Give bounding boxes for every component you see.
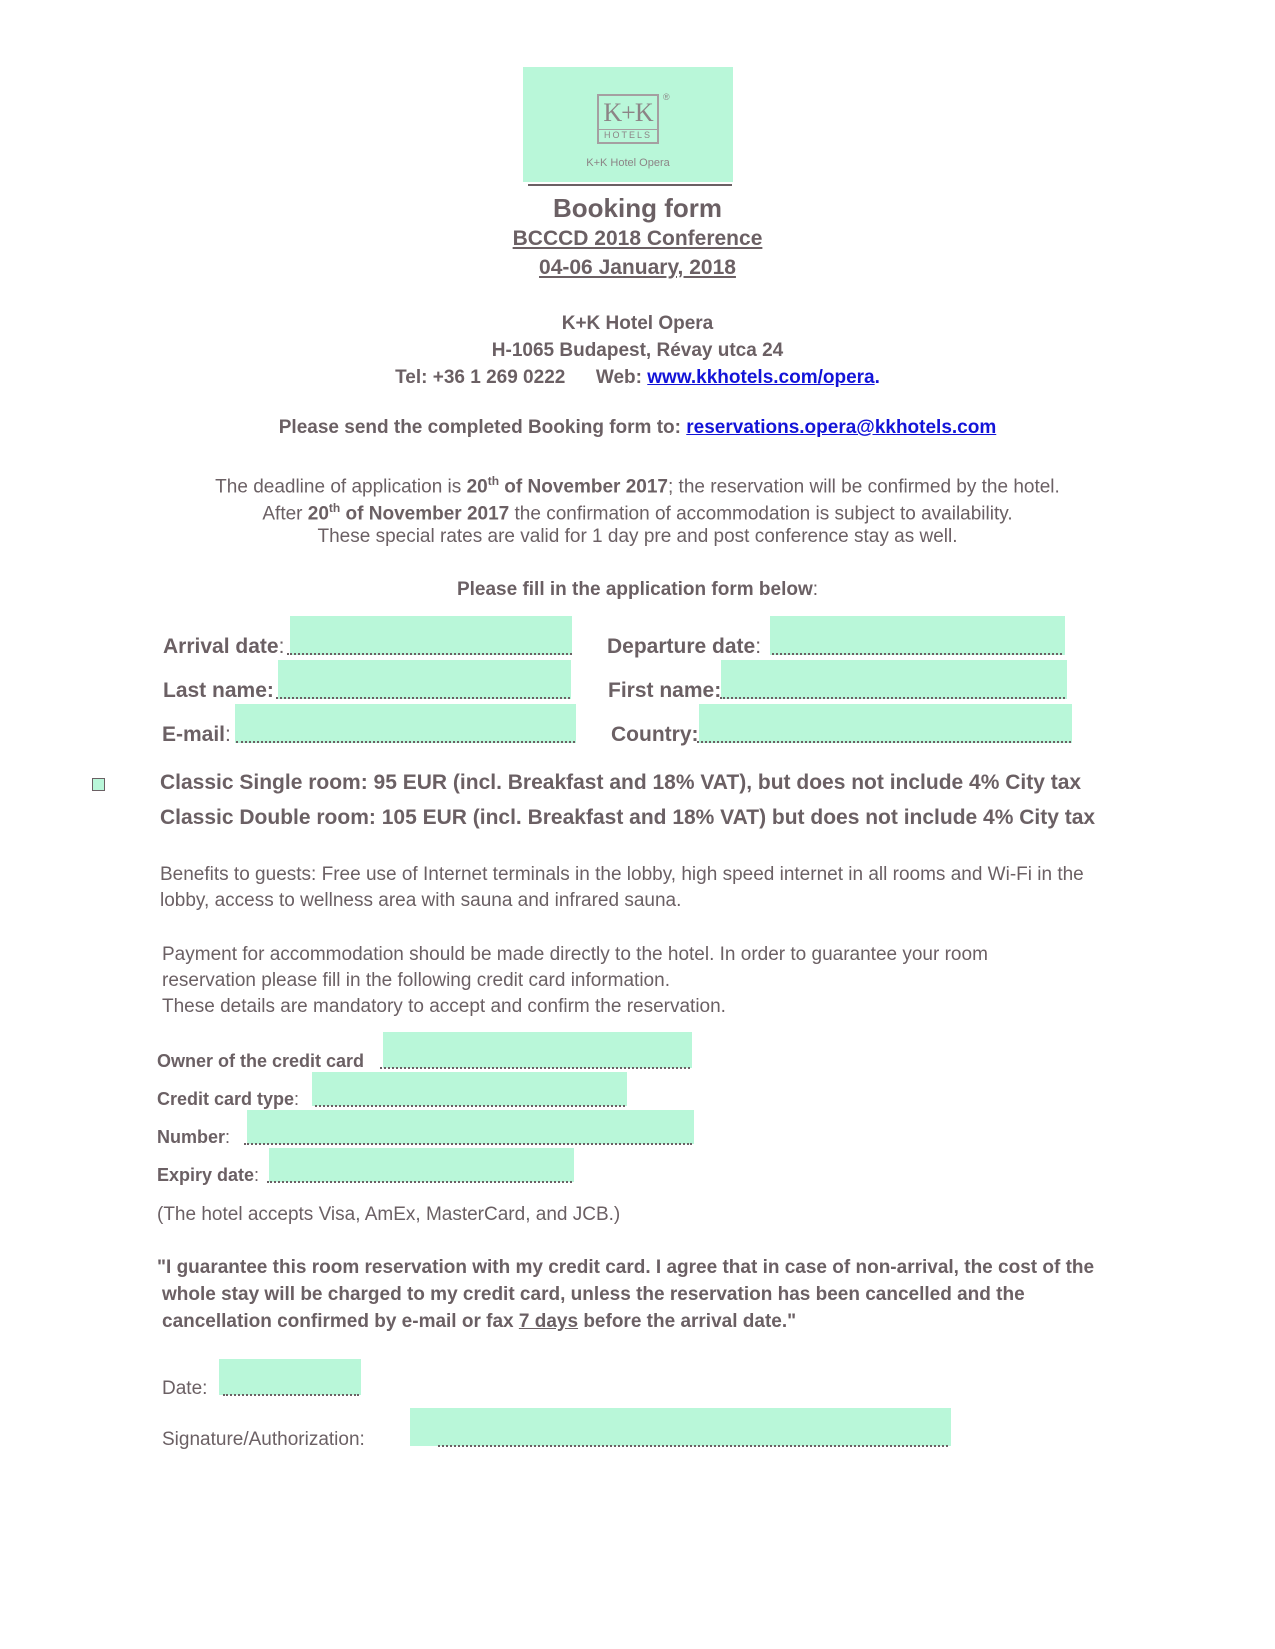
logo-underline [528, 184, 732, 186]
card-type-label [157, 1089, 299, 1110]
departure-date-dots [772, 653, 1062, 655]
room-single-option: Classic Single room: 95 EUR (incl. Breakfast and 18% VAT), but does not include 4% City tax [160, 771, 1082, 794]
hotel-web-trail: . [874, 367, 880, 388]
date-dots [223, 1394, 359, 1396]
deadline-line-2 [0, 499, 1275, 525]
hotel-contact [0, 367, 1275, 389]
card-number-label [157, 1127, 230, 1148]
payment-line-2: reservation please fill in the following credit card information. [162, 970, 670, 991]
email-field[interactable] [235, 704, 576, 743]
arrival-date-colon: : [278, 635, 285, 658]
logo-mark [597, 94, 659, 144]
send-label: Please send the completed Booking form to: [278, 417, 681, 438]
payment-line-3: These details are mandatory to accept and confirm the reservation. [162, 996, 726, 1017]
hotel-web-label: Web: [595, 367, 642, 388]
signature-label: Signature/Authorization: [162, 1429, 365, 1450]
after-day: 20 [307, 503, 329, 525]
deadline-month: of November 2017 [499, 476, 668, 498]
arrival-date-field[interactable] [290, 616, 572, 655]
card-number-text: Number [157, 1127, 226, 1147]
conference-dates-text: 04-06 January, 2018 [539, 256, 736, 279]
logo-registered: ® [663, 92, 670, 102]
guarantee-l3-tail: before the arrival date." [578, 1311, 797, 1332]
last-name-label: Last name: [163, 679, 274, 702]
conference-name-text: BCCCD 2018 Conference [512, 227, 763, 250]
card-owner-label: Owner of the credit card [157, 1051, 365, 1071]
deadline-text: The deadline of application is [215, 476, 467, 498]
hotel-web-link[interactable]: www.kkhotels.com/opera [647, 367, 875, 388]
deadline-sup: th [487, 474, 500, 488]
card-expiry-dots [267, 1181, 572, 1183]
deadline-tail: ; the reservation will be confirmed by the hotel. [668, 476, 1060, 498]
email-label [162, 723, 231, 747]
room-checkbox[interactable] [92, 778, 105, 791]
signature-field[interactable] [410, 1408, 951, 1446]
logo-caption: K+K Hotel Opera [586, 157, 670, 169]
card-owner-dots [380, 1067, 690, 1069]
fill-in-heading [0, 579, 1275, 601]
country-label: Country: [611, 723, 699, 746]
guarantee-line-3 [162, 1311, 796, 1333]
departure-date-text: Departure date [607, 635, 756, 658]
card-expiry-text: Expiry date [157, 1165, 255, 1185]
hotel-address: H-1065 Budapest, Révay utca 24 [491, 340, 784, 361]
first-name-label: First name: [608, 679, 722, 702]
arrival-date-dots [287, 653, 572, 655]
after-sup: th [328, 501, 341, 515]
card-number-colon: : [225, 1127, 231, 1147]
last-name-dots [276, 697, 570, 699]
guarantee-line-1: "I guarantee this room reservation with my credit card. I agree that in case of non-arrival, the cost of the [157, 1257, 1095, 1278]
card-type-text: Credit card type [157, 1089, 295, 1109]
room-double-option: Classic Double room: 105 EUR (incl. Breakfast and 18% VAT) but does not include 4% City tax [160, 806, 1096, 829]
date-label: Date: [162, 1378, 208, 1399]
card-type-field[interactable] [312, 1072, 627, 1106]
fill-in-label: Please fill in the application form below [456, 579, 813, 600]
benefits-line-2: lobby, access to wellness area with sauna and infrared sauna. [160, 890, 682, 911]
card-owner-field[interactable] [383, 1032, 692, 1068]
deadline-day: 20 [466, 476, 488, 498]
card-type-dots [315, 1105, 625, 1107]
email-colon: : [225, 723, 231, 746]
country-dots [697, 741, 1071, 743]
guarantee-days: 7 days [518, 1311, 579, 1332]
logo-sub: HOTELS [599, 129, 657, 140]
deadline-line-1 [0, 472, 1275, 498]
fill-in-colon: : [812, 579, 819, 600]
last-name-field[interactable] [278, 660, 571, 699]
card-number-field[interactable] [247, 1110, 694, 1144]
hotel-tel: Tel: +36 1 269 0222 [395, 367, 566, 388]
signature-dots [438, 1445, 948, 1447]
card-expiry-label [157, 1165, 259, 1186]
hotel-name: K+K Hotel Opera [561, 313, 714, 334]
after-tail: the confirmation of accommodation is subject to availability. [509, 503, 1013, 525]
hotel-logo [523, 67, 733, 182]
after-text: After [262, 503, 308, 525]
page-title: Booking form [553, 193, 722, 223]
departure-date-field[interactable] [770, 616, 1065, 655]
email-dots [236, 741, 575, 743]
card-accepts-note: (The hotel accepts Visa, AmEx, MasterCard, and JCB.) [157, 1204, 621, 1225]
deadline-line-3: These special rates are valid for 1 day pre and post conference stay as well. [317, 526, 958, 547]
guarantee-line-2: whole stay will be charged to my credit card, unless the reservation has been cancelled and the [162, 1284, 1025, 1305]
after-month: of November 2017 [340, 503, 510, 525]
departure-date-colon: : [755, 635, 762, 658]
card-expiry-colon: : [254, 1165, 260, 1185]
card-number-dots [244, 1143, 692, 1145]
country-field[interactable] [699, 704, 1072, 743]
arrival-date-text: Arrival date [163, 635, 279, 658]
send-instruction [0, 417, 1275, 439]
first-name-dots [720, 697, 1065, 699]
card-expiry-field[interactable] [269, 1148, 574, 1182]
departure-date-label [607, 635, 761, 659]
email-text: E-mail [162, 723, 226, 746]
logo-brand: K+K [603, 98, 653, 127]
guarantee-l3-text: cancellation confirmed by e-mail or fax [162, 1311, 519, 1332]
conference-dates [0, 256, 1275, 280]
benefits-line-1: Benefits to guests: Free use of Internet terminals in the lobby, high speed internet in all rooms and Wi-Fi in the [160, 864, 1084, 885]
reservation-email-link[interactable]: reservations.opera@kkhotels.com [686, 417, 997, 438]
card-type-colon: : [294, 1089, 300, 1109]
payment-line-1: Payment for accommodation should be made directly to the hotel. In order to guarantee your room [162, 944, 988, 965]
date-field[interactable] [219, 1359, 361, 1395]
arrival-date-label [163, 635, 284, 659]
conference-name [0, 227, 1275, 251]
first-name-field[interactable] [721, 660, 1067, 699]
